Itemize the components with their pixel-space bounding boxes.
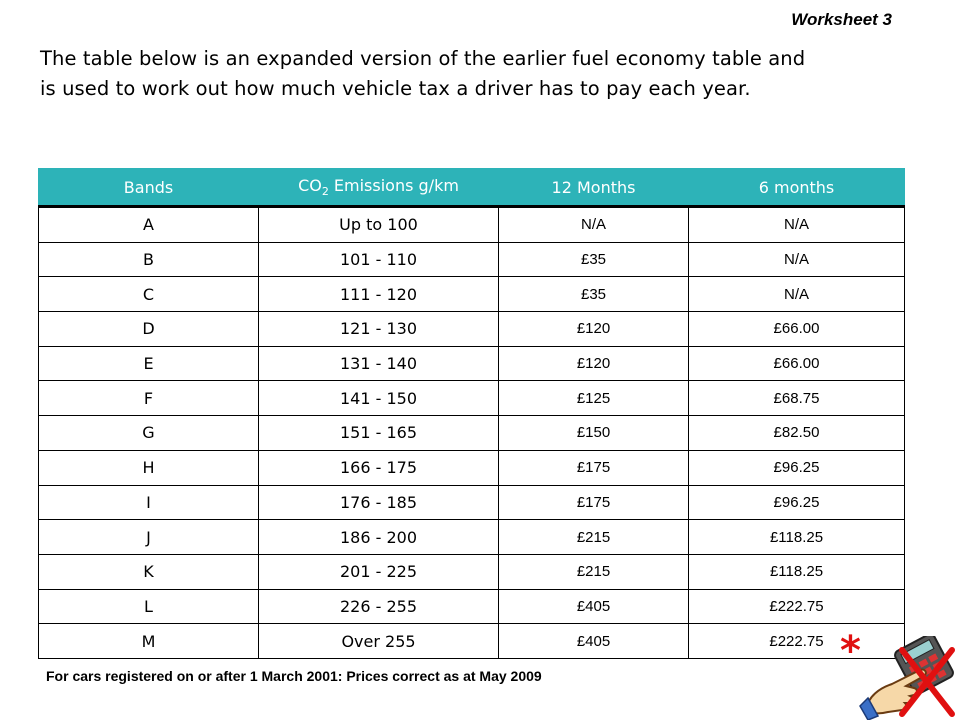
price-12-months-cell: N/A: [499, 207, 689, 243]
band-cell: C: [39, 277, 259, 312]
table-row: [39, 381, 905, 416]
header-co2-suffix: Emissions g/km: [328, 175, 459, 195]
price-6-months-cell: £222.75: [689, 624, 905, 659]
band-cell: K: [39, 554, 259, 589]
footnote: For cars registered on or after 1 March 2001: Prices correct as at May 2009: [46, 668, 542, 684]
co2-cell: 186 - 200: [259, 520, 499, 555]
band-cell: B: [39, 242, 259, 277]
price-6-months-cell: £118.25: [689, 554, 905, 589]
worksheet-label: Worksheet 3: [791, 10, 892, 29]
price-6-months-cell: £222.75: [689, 589, 905, 624]
band-cell: L: [39, 589, 259, 624]
header-12-months: 12 Months: [499, 169, 689, 207]
price-12-months-cell: £215: [499, 520, 689, 555]
header-co2-subscript: 2: [321, 185, 329, 199]
co2-cell: Up to 100: [259, 207, 499, 243]
header-co2-prefix: CO: [298, 175, 322, 195]
table-row: [39, 312, 905, 347]
co2-cell: 201 - 225: [259, 554, 499, 589]
price-6-months-cell: £68.75: [689, 381, 905, 416]
price-12-months-cell: £215: [499, 554, 689, 589]
band-cell: A: [39, 207, 259, 243]
price-6-months-cell: £66.00: [689, 312, 905, 347]
star-icon: *: [840, 628, 861, 674]
co2-cell: 176 - 185: [259, 485, 499, 520]
price-12-months-cell: £35: [499, 242, 689, 277]
co2-cell: 166 - 175: [259, 450, 499, 485]
price-6-months-cell: £118.25: [689, 520, 905, 555]
table-row: [39, 207, 905, 243]
intro-line-2: is used to work out how much vehicle tax a driver has to pay each year.: [40, 77, 751, 100]
vehicle-tax-table: [38, 168, 905, 659]
price-12-months-cell: £405: [499, 589, 689, 624]
header-6-months: 6 months: [689, 169, 905, 207]
price-6-months-cell: N/A: [689, 242, 905, 277]
price-12-months-cell: £125: [499, 381, 689, 416]
price-12-months-cell: £405: [499, 624, 689, 659]
price-6-months-cell: £66.00: [689, 346, 905, 381]
co2-cell: 226 - 255: [259, 589, 499, 624]
header-bands: Bands: [39, 169, 259, 207]
table-row: [39, 450, 905, 485]
table-row: [39, 624, 905, 659]
header-co2-emissions: [259, 169, 499, 207]
price-12-months-cell: £175: [499, 450, 689, 485]
table-row: [39, 589, 905, 624]
co2-cell: 151 - 165: [259, 416, 499, 451]
table-row: [39, 416, 905, 451]
co2-cell: 101 - 110: [259, 242, 499, 277]
price-12-months-cell: £35: [499, 277, 689, 312]
calculator-hand-icon: [858, 636, 958, 720]
band-cell: I: [39, 485, 259, 520]
price-6-months-cell: £96.25: [689, 485, 905, 520]
price-6-months-cell: £82.50: [689, 416, 905, 451]
band-cell: E: [39, 346, 259, 381]
intro-text: [40, 44, 920, 104]
band-cell: F: [39, 381, 259, 416]
co2-cell: Over 255: [259, 624, 499, 659]
band-cell: H: [39, 450, 259, 485]
co2-cell: 121 - 130: [259, 312, 499, 347]
band-cell: G: [39, 416, 259, 451]
table-row: [39, 520, 905, 555]
price-12-months-cell: £150: [499, 416, 689, 451]
band-cell: J: [39, 520, 259, 555]
table-row: [39, 277, 905, 312]
table-row: [39, 554, 905, 589]
price-12-months-cell: £120: [499, 346, 689, 381]
price-6-months-cell: N/A: [689, 207, 905, 243]
price-12-months-cell: £120: [499, 312, 689, 347]
co2-cell: 131 - 140: [259, 346, 499, 381]
band-cell: M: [39, 624, 259, 659]
price-12-months-cell: £175: [499, 485, 689, 520]
co2-cell: 111 - 120: [259, 277, 499, 312]
table-row: [39, 485, 905, 520]
price-6-months-cell: £96.25: [689, 450, 905, 485]
co2-cell: 141 - 150: [259, 381, 499, 416]
price-6-months-cell: N/A: [689, 277, 905, 312]
table-row: [39, 346, 905, 381]
band-cell: D: [39, 312, 259, 347]
intro-line-1: The table below is an expanded version of the earlier fuel economy table and: [40, 47, 806, 70]
table-header-row: [39, 169, 905, 207]
table-row: [39, 242, 905, 277]
